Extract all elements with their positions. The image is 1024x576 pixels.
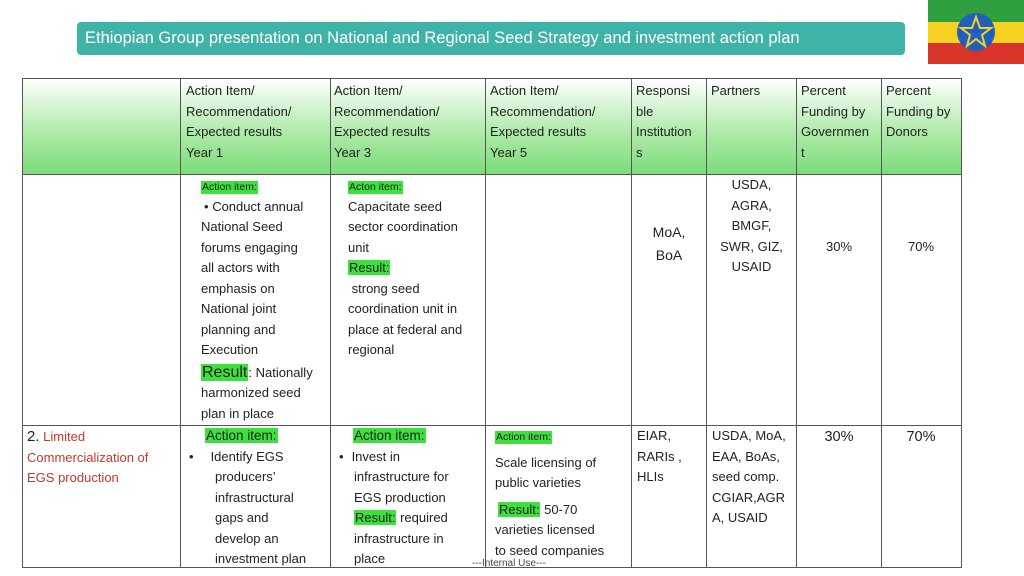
- page-title: Ethiopian Group presentation on National and Regional Seed Strategy and investment action plan: [77, 22, 905, 55]
- row2-year5-cell: Action item: Scale licensing of public varieties Result: 50-70 varieties licensed to seed companies: [495, 431, 605, 558]
- col-donor-funding-header: Percent Funding by Donors: [886, 83, 951, 139]
- row2-partners: USDA, MoA, EAA, BoAs, seed comp. CGIAR,AGR A, USAID: [712, 428, 786, 525]
- col-year1-header: Action Item/ Recommendation/ Expected results Year 1: [186, 83, 292, 160]
- col-year3-header: Action Item/ Recommendation/ Expected results Year 3: [334, 83, 440, 160]
- row2-gov-percent: 30%: [824, 429, 854, 445]
- row2-donor-percent: 70%: [906, 429, 936, 445]
- row2-issue-label: 2. Limited Commercialization of EGS production: [27, 428, 149, 485]
- row1-gov-percent: 30%: [825, 239, 853, 254]
- footer-label: ---Internal Use---: [472, 558, 546, 569]
- row1-donor-percent: 70%: [907, 239, 935, 254]
- row1-partners: USDA, AGRA, BMGF, SWR, GIZ, USAID: [720, 177, 783, 274]
- row2-year1-cell: Action item: • Identify EGS producers’ infrastructural gaps and develop an investment plan: [189, 428, 307, 566]
- row1-year1-cell: Action item: • Conduct annual National Seed forums engaging all actors with emphasis on National joint planning and Execution Result: Nationally harmonized seed plan in place: [201, 181, 313, 421]
- row2-institutions: EIAR, RARIs , HLIs: [637, 428, 682, 484]
- col-institutions-header: Responsi ble Institution s: [636, 83, 692, 160]
- col-year5-header: Action Item/ Recommendation/ Expected results Year 5: [490, 83, 596, 160]
- col-gov-funding-header: Percent Funding by Governmen t: [801, 83, 869, 160]
- col-partners-header: Partners: [711, 83, 761, 98]
- row1-institutions: MoA, BoA: [652, 224, 686, 263]
- ethiopia-flag-icon: [928, 0, 1024, 64]
- row1-year3-cell: Acton item: Capacitate seed sector coordination unit Result: strong seed coordination unit in place at federal and regional: [348, 181, 463, 357]
- row2-year3-cell: Action item: • Invest in infrastructure for EGS production Result: required infrastructure in place: [339, 428, 449, 566]
- strategy-table: [22, 78, 962, 568]
